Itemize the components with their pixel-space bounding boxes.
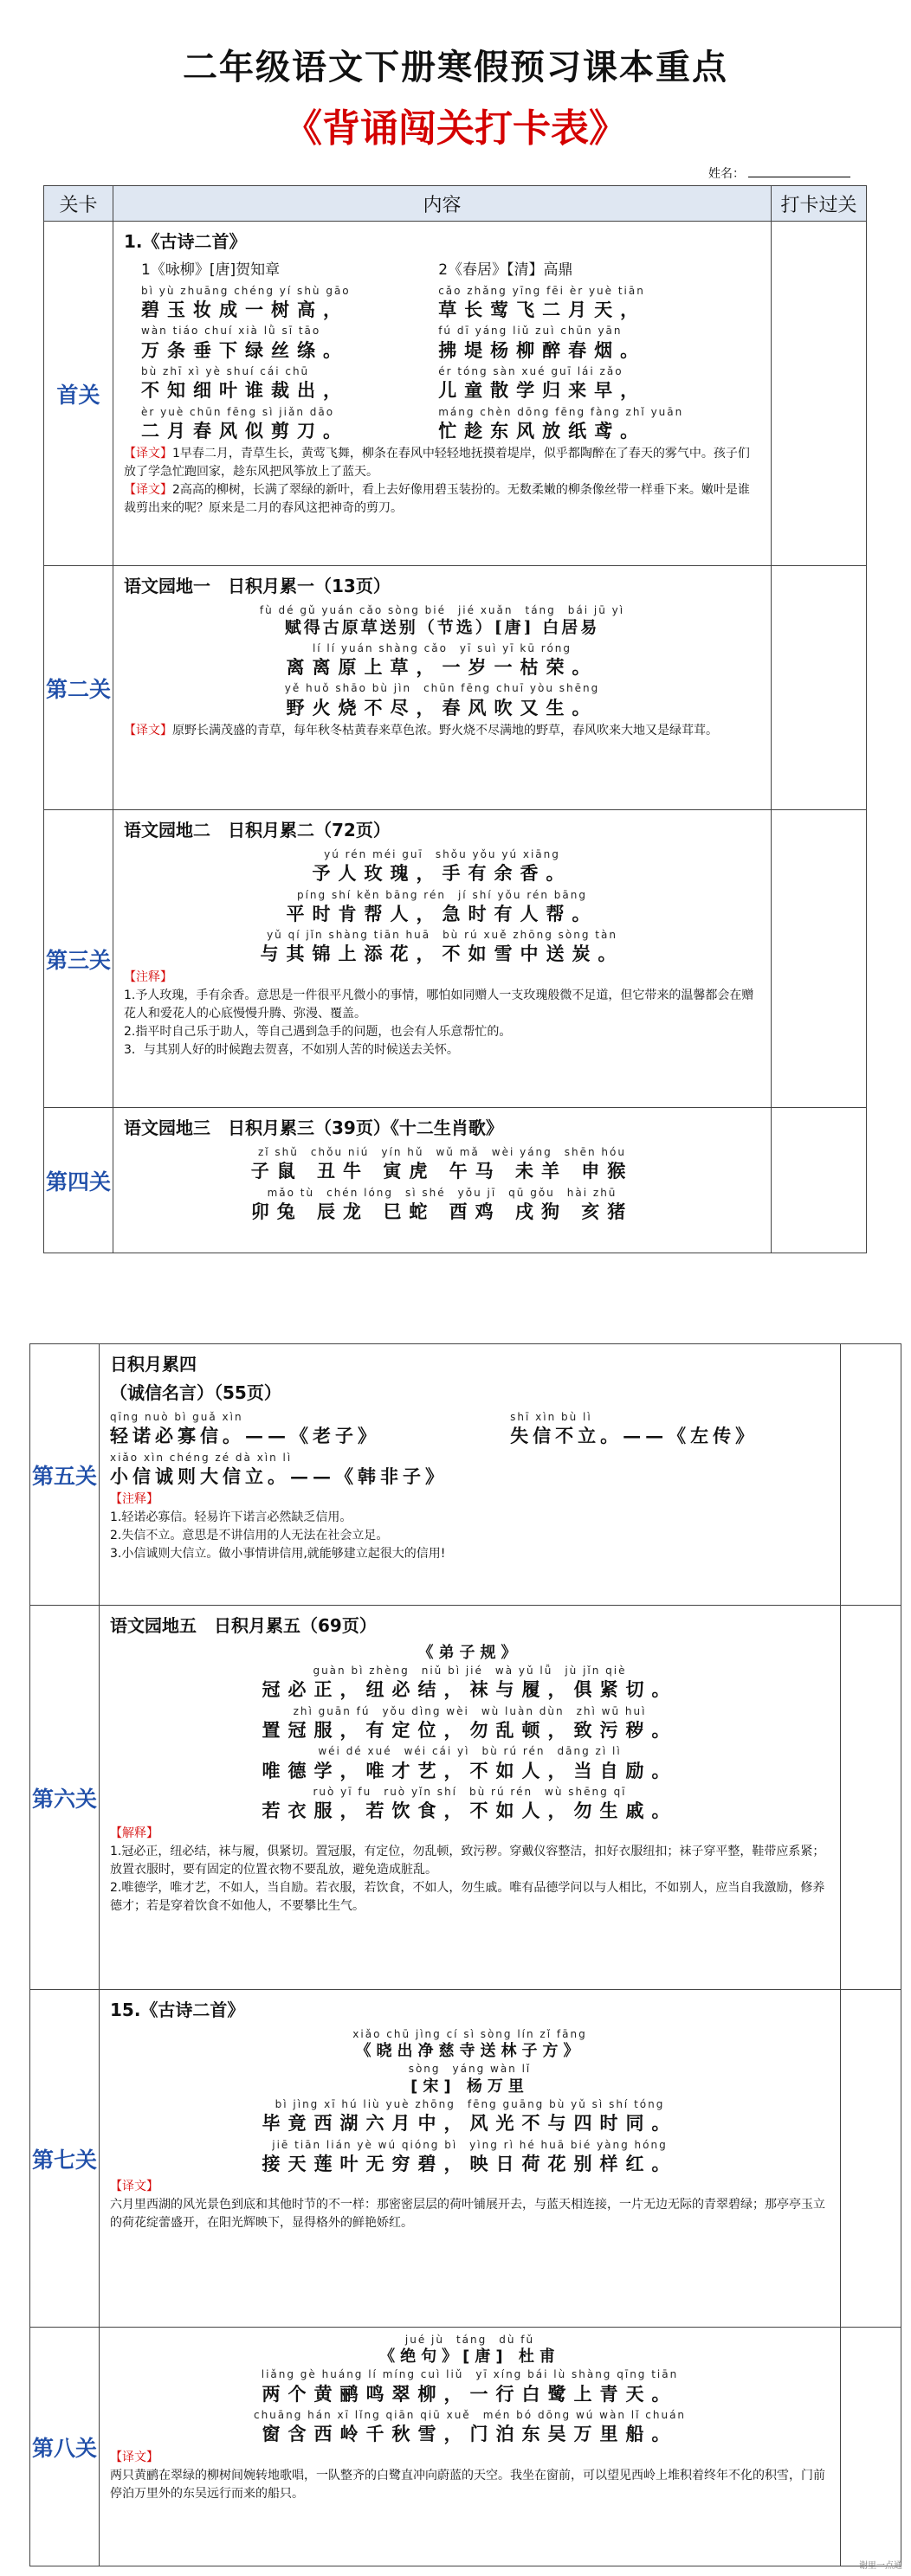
pinyin-line: bù zhī xì yè shuí cái chū bbox=[141, 365, 310, 377]
notes-tag: 【注释】 bbox=[110, 1492, 158, 1507]
verse-line: 若衣服，若饮食，不如人，勿生戚。 bbox=[262, 1800, 678, 1822]
translation-tag: 【译文】 bbox=[110, 2180, 158, 2194]
text-title: 《弟子规》 bbox=[417, 1644, 522, 1662]
pinyin-line: bì yù zhuāng chéng yí shù gāo bbox=[141, 284, 351, 297]
checkin-cell-5[interactable] bbox=[841, 1344, 901, 1606]
checkin-cell-1[interactable] bbox=[772, 222, 867, 566]
pinyin-line: yǔ qí jǐn shàng tiān huā bù rú xuě zhōng sòng tàn bbox=[267, 929, 617, 942]
poem-title: 《绝句》[唐] 杜甫 bbox=[379, 2347, 560, 2367]
saying-line: 失信不立。——《左传》 bbox=[510, 1425, 759, 1447]
poem-1-title: 1《咏柳》[唐]贺知章 bbox=[141, 261, 281, 279]
section-5-heading: 日积月累四 bbox=[110, 1354, 197, 1375]
name-blank[interactable] bbox=[748, 166, 850, 177]
checkin-cell-4[interactable] bbox=[772, 1108, 867, 1253]
translation-tag: 【译文】 bbox=[110, 2450, 158, 2464]
poem-line: 儿童散学归来早， bbox=[438, 379, 647, 402]
pinyin-line: cǎo zhǎng yīng fēi èr yuè tiān bbox=[438, 284, 645, 297]
pinyin-line: lí lí yuán shàng cǎo yī suì yī kū róng bbox=[312, 641, 572, 654]
section-4-heading: 语文园地三 日积月累三（39页）《十二生肖歌》 bbox=[124, 1117, 503, 1138]
translation-tag: 【译文】 bbox=[124, 447, 172, 461]
pinyin-line: yě huǒ shāo bù jìn chūn fēng chuī yòu shēng bbox=[284, 682, 600, 695]
checkin-cell-8[interactable] bbox=[841, 2328, 901, 2566]
section-6-heading: 语文园地五 日积月累五（69页） bbox=[110, 1615, 377, 1636]
name-field[interactable] bbox=[708, 164, 850, 182]
section-3-heading: 语文园地二 日积月累二（72页） bbox=[124, 820, 391, 840]
poem-line: 草长莺飞二月天， bbox=[438, 299, 647, 321]
translation-2 bbox=[124, 481, 760, 518]
name-label: 姓名： bbox=[708, 167, 745, 181]
zodiac-line: 子鼠 丑牛 寅虎 午马 未羊 申猴 bbox=[250, 1160, 634, 1182]
poem-line: 万条垂下绿丝绦。 bbox=[141, 338, 349, 361]
pinyin-line: zǐ shǔ chǒu niú yín hǔ wǔ mǎ wèi yáng shēn hóu bbox=[257, 1146, 626, 1158]
section-7-heading: 15.《古诗二首》 bbox=[110, 2000, 245, 2020]
verse-line: 冠必正，纽必结，袜与履，俱紧切。 bbox=[262, 1678, 678, 1701]
section-4 bbox=[113, 1108, 772, 1253]
pinyin-line: èr yuè chūn fēng sì jiǎn dāo bbox=[141, 405, 335, 418]
pinyin-line: jiē tiān lián yè wú qióng bì yìng rì hé huā bié yàng hóng bbox=[272, 2138, 668, 2151]
verse-line: 唯德学，唯才艺，不如人，当自励。 bbox=[262, 1759, 678, 1781]
poem-line: 二月春风似剪刀。 bbox=[141, 419, 349, 441]
page-title: 二年级语文下册寒假预习课本重点 bbox=[183, 47, 728, 87]
checkin-cell-7[interactable] bbox=[841, 1990, 901, 2328]
level-1: 首关 bbox=[44, 222, 113, 566]
level-7: 第七关 bbox=[30, 1990, 100, 2328]
checkin-cell-6[interactable] bbox=[841, 1606, 901, 1990]
section-1-heading: 1.《古诗二首》 bbox=[124, 231, 247, 252]
saying-line: 与其锦上添花，不如雪中送炭。 bbox=[260, 943, 624, 965]
pinyin-line: sòng yáng wàn lǐ bbox=[408, 2063, 532, 2076]
pinyin-line: qīng nuò bì guǎ xìn bbox=[110, 1411, 243, 1423]
poem-line: 野火烧不尽，春风吹又生。 bbox=[286, 696, 598, 718]
poem-title: 《晓出净慈寺送林子方》 bbox=[355, 2042, 585, 2061]
translation-text: 1早春二月，青草生长，黄莺飞舞，柳条在春风中轻轻地抚摸着堤岸，似乎都陶醉在了春天的雾气中。孩子们放了学急忙跑回家，趁东风把风筝放上了蓝天。 bbox=[124, 447, 750, 480]
section-5 bbox=[100, 1344, 841, 1606]
poem-line: 拂堤杨柳醉春烟。 bbox=[438, 338, 647, 361]
pinyin-line: liǎng gè huáng lí míng cuì liǔ yī xíng bái lù shàng qīng tiān bbox=[261, 2368, 679, 2381]
section-7 bbox=[100, 1990, 841, 2328]
pinyin-line: guàn bì zhèng niǔ bì jié wà yǔ lǚ jù jǐn qiè bbox=[313, 1665, 627, 1678]
pinyin-line: yú rén méi guī shǒu yǒu yú xiāng bbox=[324, 848, 560, 860]
section-3 bbox=[113, 810, 772, 1108]
saying-zuozhuan bbox=[510, 1410, 819, 1451]
verse-line: 置冠服，有定位，勿乱顿，致污秽。 bbox=[262, 1719, 678, 1742]
saying-line: 小信诚则大信立。——《韩非子》 bbox=[110, 1465, 448, 1487]
poem-line: 碧玉妆成一树高， bbox=[141, 299, 349, 321]
pinyin-line: chuāng hán xī lǐng qiān qiū xuě mén bó dōng wú wàn lǐ chuán bbox=[253, 2409, 687, 2422]
poem-line: 忙趁东风放纸鸢。 bbox=[438, 419, 647, 441]
notes-tag: 【注释】 bbox=[124, 969, 172, 984]
pinyin-line: xiǎo chū jìng cí sì sòng lín zǐ fāng bbox=[352, 2028, 587, 2040]
translation-text: 六月里西湖的风光景色到底和其他时节的不一样：那密密层层的荷叶铺展开去，与蓝天相连接，一片无边无际的青翠碧绿；那亭亭玉立的荷花绽蕾盛开，在阳光辉映下，显得格外的鲜艳娇红。 bbox=[110, 2198, 825, 2231]
poem-author: [宋] 杨万里 bbox=[410, 2077, 529, 2096]
checkin-cell-2[interactable] bbox=[772, 566, 867, 810]
section-6 bbox=[100, 1606, 841, 1990]
saying-line: 平时肯帮人，急时有人帮。 bbox=[286, 902, 598, 924]
translation-tag: 【译文】 bbox=[124, 723, 172, 737]
checkin-table-upper bbox=[43, 185, 867, 1253]
translation bbox=[124, 722, 760, 740]
header-level: 关卡 bbox=[44, 186, 113, 222]
note-item: 1.轻诺必寡信。轻易许下诺言必然缺乏信用。 bbox=[110, 1510, 352, 1525]
watermark: 谢里一点通 bbox=[859, 2561, 902, 2571]
note-item: 3.小信诚则大信立。做小事情讲信用,就能够建立起很大的信用! bbox=[110, 1547, 446, 1562]
poem-line: 不知细叶谁裁出， bbox=[141, 379, 349, 402]
poem-yongliu bbox=[124, 259, 434, 445]
pinyin-line: xiǎo xìn chéng zé dà xìn lì bbox=[110, 1451, 293, 1464]
level-4: 第四关 bbox=[44, 1108, 113, 1253]
level-5: 第五关 bbox=[30, 1344, 100, 1606]
level-2: 第二关 bbox=[44, 566, 113, 810]
pinyin-line: mǎo tù chén lóng sì shé yǒu jī qū gǒu hài zhū bbox=[267, 1186, 617, 1199]
saying-line: 轻诺必寡信。——《老子》 bbox=[110, 1425, 380, 1447]
section-1 bbox=[113, 222, 772, 566]
pinyin-line: bì jìng xī hú liù yuè zhōng fēng guāng bù yǔ sì shí tóng bbox=[275, 2097, 665, 2110]
zodiac-line: 卯兔 辰龙 巳蛇 酉鸡 戌狗 亥猪 bbox=[250, 1200, 634, 1222]
explain-tag: 【解释】 bbox=[110, 1826, 158, 1841]
note-item: 3．与其别人好的时候跑去贺喜，不如别人苦的时候送去关怀。 bbox=[124, 1042, 459, 1057]
page-subtitle: 《背诵闯关打卡表》 bbox=[284, 106, 627, 151]
pinyin-line: fù dé gǔ yuán cǎo sòng bié jié xuǎn táng bái jū yì bbox=[259, 604, 625, 616]
section-2 bbox=[113, 566, 772, 810]
saying-line: 予人玫瑰，手有余香。 bbox=[312, 862, 572, 885]
translation-text: 2高高的柳树，长满了翠绿的新叶，看上去好像用碧玉装扮的。无数柔嫩的柳条像丝带一样垂下来。嫩叶是谁裁剪出来的呢？原来是二月的春风这把神奇的剪刀。 bbox=[124, 483, 750, 516]
pinyin-line: zhì guān fú yǒu dìng wèi wù luàn dùn zhì wū huì bbox=[293, 1704, 647, 1717]
checkin-table-lower bbox=[29, 1343, 901, 2566]
level-3: 第三关 bbox=[44, 810, 113, 1108]
translation-text: 两只黄鹂在翠绿的柳树间婉转地歌唱，一队整齐的白鹭直冲向蔚蓝的天空。我坐在窗前，可以望见西岭上堆积着终年不化的积雪，门前停泊万里外的东吴远行而来的船只。 bbox=[110, 2468, 825, 2501]
pinyin-line: shī xìn bù lì bbox=[510, 1411, 592, 1423]
note-item: 2.唯德学，唯才艺，不如人，当自励。若衣服，若饮食，不如人，勿生戚。唯有品德学问以与人相比，不如别人，应当自我激励，修养德才；若是穿着饮食不如他人，不要攀比生气。 bbox=[110, 1881, 825, 1914]
poem-title-line: 赋得古原草送别（节选）[唐] 白居易 bbox=[284, 618, 600, 638]
pinyin-line: píng shí kěn bāng rén jí shí yǒu rén bāng bbox=[296, 888, 587, 901]
pinyin-line: fú dī yáng liǔ zuì chūn yān bbox=[438, 325, 623, 338]
poem-line: 毕竟西湖六月中，风光不与四时同。 bbox=[262, 2112, 678, 2135]
pinyin-line: máng chèn dōng fēng fàng zhǐ yuān bbox=[438, 405, 684, 418]
poem-line: 两个黄鹂鸣翠柳，一行白鹭上青天。 bbox=[262, 2382, 678, 2405]
poem-line: 接天莲叶无穷碧，映日荷花别样红。 bbox=[262, 2152, 678, 2174]
section-5-sub: （诚信名言）（55页） bbox=[110, 1382, 281, 1403]
poem-2-title: 2《春居》【清】高鼎 bbox=[438, 261, 573, 279]
note-item: 1.予人玫瑰，手有余香。意思是一件很平凡微小的事情，哪怕如同赠人一支玫瑰般微不足道，但它带来的温馨都会在赠花人和爱花人的心底慢慢升腾、弥漫、覆盖。 bbox=[124, 988, 754, 1021]
pinyin-line: jué jù táng dù fǔ bbox=[404, 2334, 535, 2346]
header-content: 内容 bbox=[113, 186, 772, 222]
poem-line: 离离原上草，一岁一枯荣。 bbox=[286, 656, 598, 679]
pinyin-line: wéi dé xué wéi cái yì bù rú rén dāng zì lì bbox=[318, 1745, 622, 1758]
saying-laozi bbox=[110, 1410, 506, 1451]
checkin-cell-3[interactable] bbox=[772, 810, 867, 1108]
pinyin-line: ér tóng sàn xué guī lái zǎo bbox=[438, 365, 623, 377]
poem-line: 窗含西岭千秋雪，门泊东吴万里船。 bbox=[262, 2423, 678, 2445]
level-8: 第八关 bbox=[30, 2328, 100, 2566]
level-6: 第六关 bbox=[30, 1606, 100, 1990]
header-checkin: 打卡过关 bbox=[772, 186, 867, 222]
note-item: 2.失信不立。意思是不讲信用的人无法在社会立足。 bbox=[110, 1529, 389, 1543]
section-8 bbox=[100, 2328, 841, 2566]
pinyin-line: wàn tiáo chuí xià lǜ sī tāo bbox=[141, 325, 321, 338]
translation-text: 原野长满茂盛的青草，每年秋冬枯黄春来草色浓。野火烧不尽满地的野草，春风吹来大地又是绿茸茸。 bbox=[172, 723, 718, 737]
pinyin-line: ruò yī fu ruò yǐn shí bù rú rén wù shēng qī bbox=[313, 1785, 627, 1798]
note-item: 2.指平时自己乐于助人，等自己遇到急手的问题，也会有人乐意帮忙的。 bbox=[124, 1024, 512, 1039]
translation-1 bbox=[124, 445, 760, 481]
section-2-heading: 语文园地一 日积月累一（13页） bbox=[124, 576, 391, 596]
translation-tag: 【译文】 bbox=[124, 483, 172, 498]
note-item: 1.冠必正，纽必结，袜与履，俱紧切。置冠服，有定位，勿乱顿，致污秽。穿戴仪容整洁，扣好衣服纽扣；袜子穿平整，鞋带应系紧；放置衣服时，要有固定的位置衣物不要乱放，避免造成脏乱。 bbox=[110, 1845, 825, 1877]
poem-chunju bbox=[438, 259, 744, 445]
